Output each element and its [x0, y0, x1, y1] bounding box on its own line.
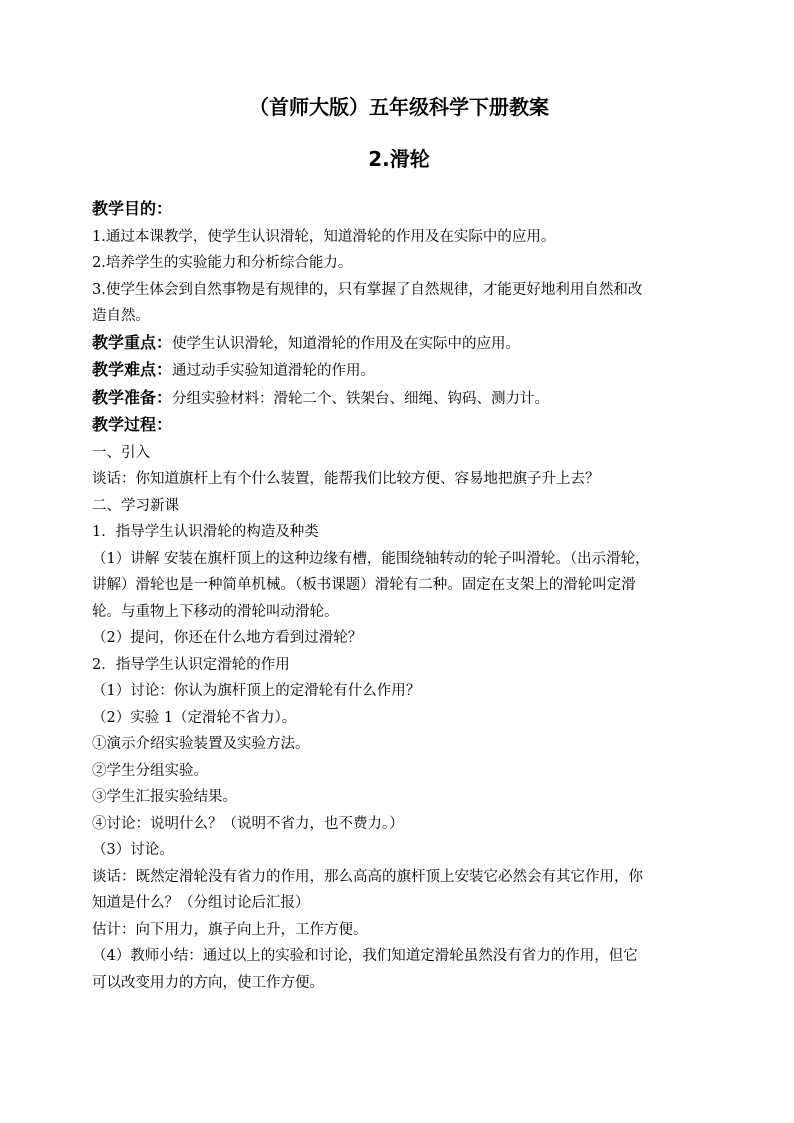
- process-heading-label: 教学过程：: [92, 415, 173, 434]
- process-line: ①演示介绍实验装置及实验方法。: [92, 736, 310, 752]
- objective-line: 2.培养学生的实验能力和分析综合能力。: [92, 255, 353, 271]
- process-line: ②学生分组实验。: [92, 762, 208, 779]
- process-heading: [92, 412, 706, 440]
- process-line: 谈话：既然定滑轮没有省力的作用，那么高高的旗杆顶上安装它必然会有其它作用，你: [92, 868, 643, 885]
- process-line: 2．指导学生认识定滑轮的作用: [92, 656, 290, 673]
- objective-line: 1.通过本课教学，使学生认识滑轮，知道滑轮的作用及在实际中的应用。: [92, 228, 556, 245]
- key-point-label: 教学重点：: [92, 332, 173, 352]
- process-line: 讲解）滑轮也是一种简单机械。（板书课题）滑轮有二种。固定在支架上的滑轮叫定滑: [92, 577, 636, 593]
- process-line: （2）提问，你还在什么地方看到过滑轮？: [92, 630, 363, 646]
- key-point: [92, 330, 706, 358]
- objective-line: 造自然。: [92, 308, 150, 324]
- process-line: ④讨论：说明什么？（说明不省力，也不费力。）: [92, 815, 404, 832]
- key-point-text: 使学生认识滑轮，知道滑轮的作用及在实际中的应用。: [172, 335, 521, 352]
- lesson-title: 2.滑轮: [368, 147, 430, 171]
- document-page: [92, 92, 706, 996]
- difficulty-label: 教学难点：: [92, 360, 173, 379]
- difficulty-text: 通过动手实验知道滑轮的作用。: [172, 363, 376, 379]
- objectives-heading-label: 教学目的：: [92, 199, 173, 218]
- preparation-text: 分组实验材料：滑轮二个、铁架台、细绳、钩码、测力计。: [172, 390, 550, 407]
- document-body: [92, 196, 706, 996]
- process-line: （2）实验 1（定滑轮不省力）。: [92, 709, 297, 726]
- process-line: 谈话：你知道旗杆上有个什么装置，能帮我们比较方便、容易地把旗子升上去？: [92, 471, 600, 487]
- preparation-label: 教学准备：: [92, 387, 173, 407]
- process-line: （1）讨论：你认为旗杆顶上的定滑轮有什么作用？: [92, 683, 421, 699]
- process-line: 知道是什么？（分组讨论后汇报）: [92, 895, 310, 911]
- objective-line: 3.使学生体会到自然事物是有规律的，只有掌握了自然规律，才能更好地利用自然和改: [92, 281, 643, 298]
- process-line: 可以改变用力的方向，使工作方便。: [92, 974, 324, 991]
- difficulty: [92, 357, 706, 385]
- process-line: 一、引入: [92, 444, 150, 461]
- process-line: 1．指导学生认识滑轮的构造及种类: [92, 524, 319, 540]
- objectives-heading: [92, 196, 706, 224]
- process-line: 轮。与重物上下移动的滑轮叫动滑轮。: [92, 603, 339, 620]
- process-line: （4）教师小结：通过以上的实验和讨论，我们知道定滑轮虽然没有省力的作用，但它: [92, 948, 638, 964]
- process-line: （3）讨论。: [92, 842, 174, 858]
- preparation: [92, 385, 706, 413]
- process-line: ③学生汇报实验结果。: [92, 789, 237, 805]
- process-line: 估计：向下用力，旗子向上升，工作方便。: [92, 921, 368, 938]
- process-line: 二、学习新课: [92, 497, 179, 514]
- process-line: （1）讲解 安装在旗杆顶上的这种边缘有槽，能围绕轴转动的轮子叫滑轮。（出示滑轮，: [92, 550, 650, 567]
- document-title: （首师大版）五年级科学下册教案: [249, 95, 549, 119]
